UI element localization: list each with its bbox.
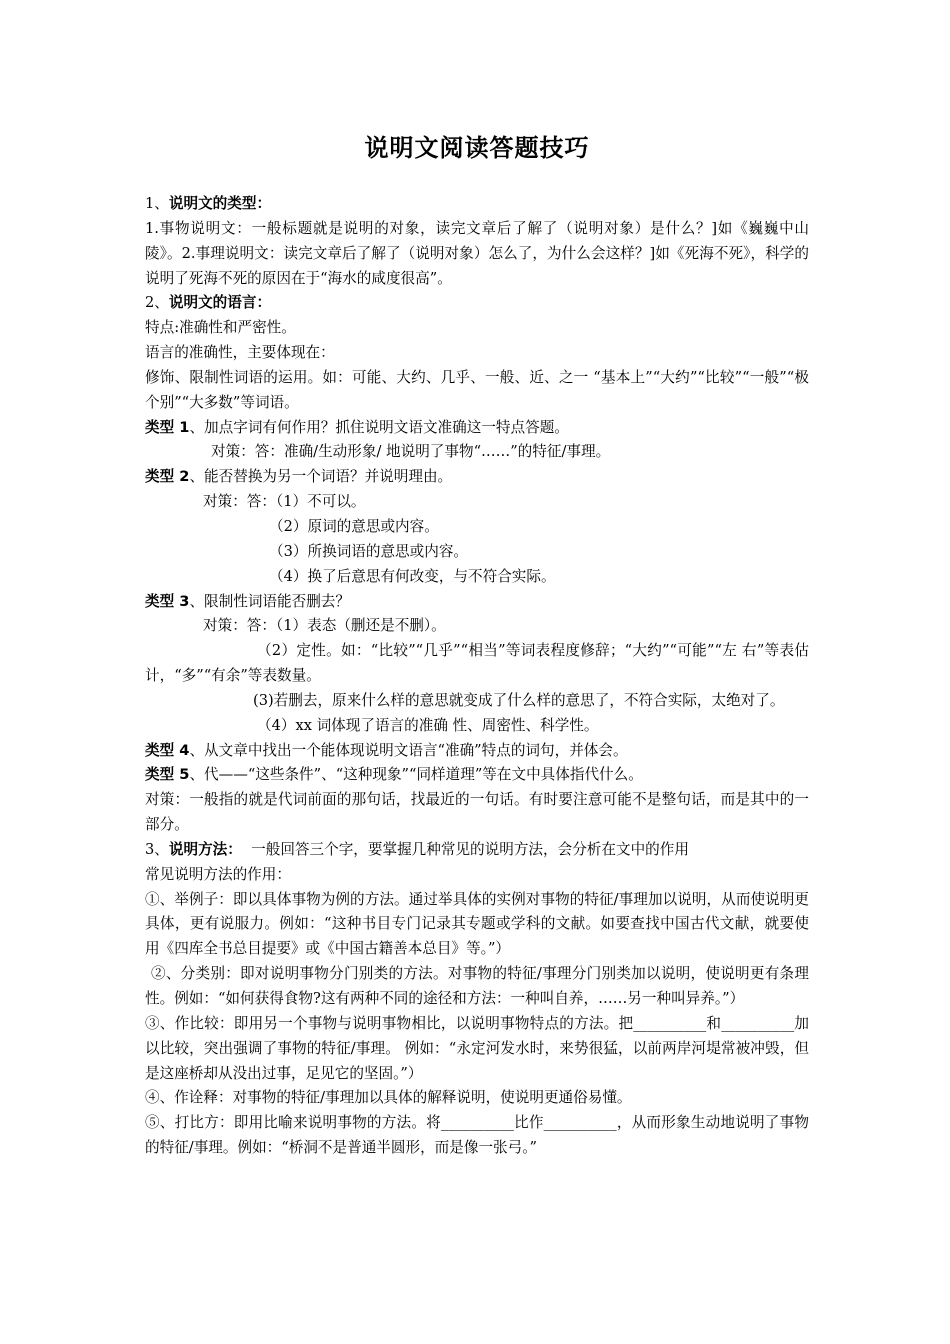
type-3-question <box>145 590 809 615</box>
type-2-answer-item: （4）换了后意思有何改变，与不符合实际。 <box>269 567 556 585</box>
document-page <box>145 128 809 1161</box>
method-metaphor: ⑤、打比方：即用比喻来说明事物的方法。将__________比作__________，从而形象生动地说明了事物的特征/事理。例如：“桥洞不是普通半圆形，而是像一张弓。” <box>145 1114 809 1157</box>
type-2-answer-item: （3）所换词语的意思或内容。 <box>269 542 469 560</box>
section-intro: 一般回答三个字，要掌握几种常见的说明方法，会分析在文中的作用 <box>241 840 689 858</box>
paragraph: 修饰、限制性词语的运用。如：可能、大约、几乎、一般、近、之一 “基本上”“大约”“比较”“一般”“极个别”“大多数”等词语。 <box>145 368 809 411</box>
type-2-answer: 对策：答：（1）不可以。 <box>203 493 366 511</box>
paragraph: 1.事物说明文：一般标题就是说明的对象，读完文章后了解了（说明对象）是什么？]如《巍巍中山陵》。2.事理说明文：读完文章后了解了（说明对象）怎么了，为什么会这样？]如《死海不死》，科学的说明了死海不死的原因在于“海水的咸度很高”。 <box>145 219 809 287</box>
section-number: 2、 <box>145 294 169 312</box>
type-2-question <box>145 465 809 490</box>
section-3-heading <box>145 838 809 863</box>
type-1-answer: 对策：答：准确/生动形象/ 地说明了事物“……”的特征/事理。 <box>211 443 611 461</box>
type-2-answer-item: （2）原词的意思或内容。 <box>269 517 439 535</box>
type-label: 类型 3 <box>145 592 190 610</box>
method-example: ①、举例子：即以具体事物为例的方法。通过举具体的实例对事物的特征/事理加以说明，从而使说明更具体，更有说服力。例如：“这种书目专门记录其专题或学科的文献。如要查找中国古代文献，就要使用《四库全书总目提要》或《中国古籍善本总目》等。”） <box>145 890 809 958</box>
section-2-heading <box>145 291 809 316</box>
type-text: 、从文章中找出一个能体现说明文语言“准确”特点的词句，并体会。 <box>189 741 628 759</box>
type-text: 、加点字词有何作用？抓住说明文语文准确这一特点答题。 <box>189 418 569 436</box>
type-text: 、能否替换为另一个词语？并说明理由。 <box>189 468 453 486</box>
type-1-question <box>145 416 809 441</box>
paragraph: 常见说明方法的作用： <box>145 865 291 883</box>
type-label: 类型 4 <box>145 741 190 759</box>
type-3-answer-item: (3)若删去，原来什么样的意思就变成了什么样的意思了，不符合实际，太绝对了。 <box>253 691 785 709</box>
section-title: 说明文的类型： <box>168 195 272 212</box>
page-title: 说明文阅读答题技巧 <box>364 134 590 162</box>
section-title: 说明文的语言： <box>168 294 272 312</box>
paragraph: 语言的准确性，主要体现在： <box>145 344 335 362</box>
section-title: 说明方法： <box>168 840 242 858</box>
type-3-answer-item: （4）xx 词体现了语言的准确 性、周密性、科学性。 <box>257 716 599 734</box>
type-text: 、代——“这些条件”、“这种现象”“同样道理”等在文中具体指代什么。 <box>189 766 643 784</box>
type-3-answer: 对策：答：（1）表态（删还是不删）。 <box>203 617 446 635</box>
method-explain: ④、作诠释：对事物的特征/事理加以具体的解释说明，使说明更通俗易懂。 <box>145 1089 632 1107</box>
type-5-question <box>145 763 809 788</box>
method-compare: ③、作比较：即用另一个事物与说明事物相比，以说明事物特点的方法。把__________和__________加以比较，突出强调了事物的特征/事理。 例如：“永定河发水时，来势很猛，以前两岸河堤常被冲毁，但是这座桥却从没出过事，足见它的坚固。”） <box>145 1014 809 1082</box>
type-label: 类型 2 <box>145 468 190 486</box>
paragraph: 特点:准确性和严密性。 <box>145 319 296 337</box>
section-1-heading <box>145 192 809 217</box>
type-3-answer-item: （2）定性。如：“比较”“几乎”“相当”等词表程度修辞；“大约”“可能”“左 右”等表估计，“多”“有余”等表数量。 <box>145 642 809 685</box>
type-text: 、限制性词语能否删去？ <box>189 592 350 610</box>
section-number: 3、 <box>145 840 169 858</box>
section-number: 1、 <box>145 195 169 212</box>
type-label: 类型 1 <box>145 418 190 436</box>
type-5-answer: 对策：一般指的就是代词前面的那句话，找最近的一句话。有时要注意可能不是整句话，而是其中的一部分。 <box>145 791 809 834</box>
type-label: 类型 5 <box>145 766 190 784</box>
type-4-question <box>145 739 809 764</box>
method-classify: ②、分类别：即对说明事物分门别类的方法。对事物的特征/事理分门别类加以说明，使说明更有条理性。例如：“如何获得食物?这有两种不同的途径和方法：一种叫自养，……另一种叫异养。”） <box>145 965 809 1007</box>
